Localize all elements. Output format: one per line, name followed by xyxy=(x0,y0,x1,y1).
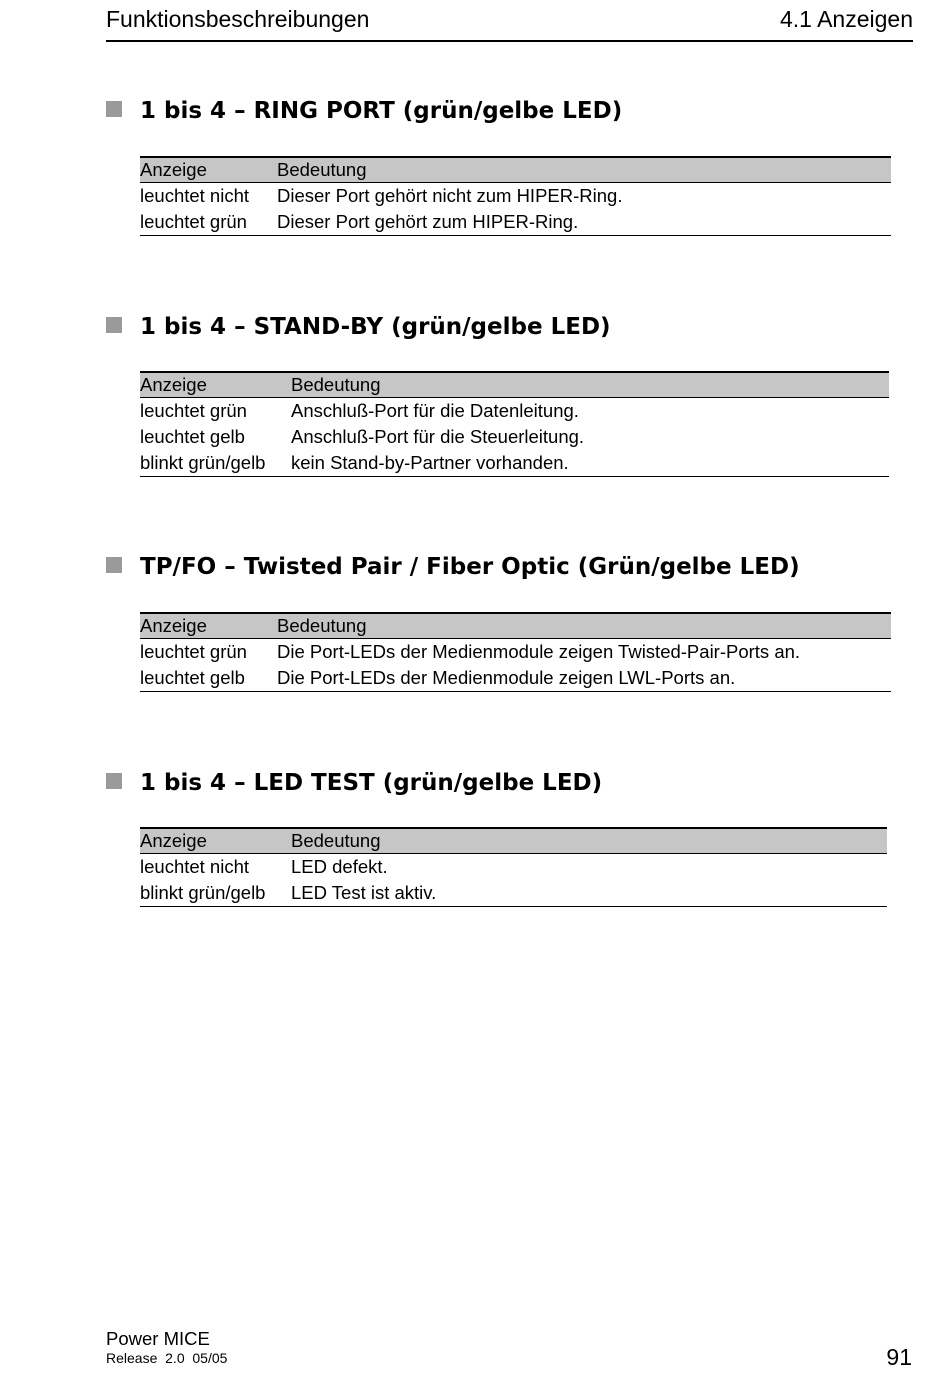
table-cell: Die Port-LEDs der Medienmodule zeigen LWL-Ports an. xyxy=(277,665,891,692)
table-cell: Dieser Port gehört zum HIPER-Ring. xyxy=(277,209,891,236)
column-header: Anzeige xyxy=(140,828,291,854)
square-bullet-icon xyxy=(106,773,122,789)
table-cell: leuchtet grün xyxy=(140,209,277,236)
table-cell: Dieser Port gehört nicht zum HIPER-Ring. xyxy=(277,185,623,206)
table-stand-by xyxy=(140,371,889,477)
square-bullet-icon xyxy=(106,317,122,333)
table-cell: Die Port-LEDs der Medienmodule zeigen Twisted-Pair-Ports an. xyxy=(277,641,801,662)
table-cell: leuchtet grün xyxy=(140,400,247,421)
table-row xyxy=(140,450,889,477)
section-title: 4.1 Anzeigen xyxy=(779,6,913,32)
table-cell: Anschluß-Port für die Steuerleitung. xyxy=(291,426,585,447)
table-ring-port xyxy=(140,156,891,236)
table-cell: leuchtet nicht xyxy=(140,856,250,877)
table-row xyxy=(140,398,889,425)
square-bullet-icon xyxy=(106,101,122,117)
table-header-row xyxy=(140,613,891,639)
table-row xyxy=(140,183,891,210)
column-header: Anzeige xyxy=(140,613,277,639)
table-cell: LED Test ist aktiv. xyxy=(291,880,887,907)
table-row xyxy=(140,424,889,450)
page-header xyxy=(106,6,913,42)
column-header: Bedeutung xyxy=(291,372,889,398)
column-header: Bedeutung xyxy=(291,828,887,854)
table-cell: leuchtet gelb xyxy=(140,665,277,692)
section-heading-stand-by xyxy=(106,314,611,340)
table-row xyxy=(140,880,887,907)
column-header: Anzeige xyxy=(140,157,277,183)
section-heading-text: 1 bis 4 – STAND-BY (grün/gelbe LED) xyxy=(140,314,611,340)
page-number: 91 xyxy=(886,1344,912,1370)
section-heading-ring-port xyxy=(106,98,622,124)
chapter-title: Funktionsbeschreibungen xyxy=(106,6,370,32)
table-cell: kein Stand-by-Partner vorhanden. xyxy=(291,450,889,477)
table-header-row xyxy=(140,372,889,398)
footer-release: Release 2.0 05/05 xyxy=(106,1350,228,1366)
section-heading-text: 1 bis 4 – LED TEST (grün/gelbe LED) xyxy=(140,770,603,796)
table-cell: blinkt grün/gelb xyxy=(140,880,291,907)
table-header-row xyxy=(140,157,891,183)
table-row xyxy=(140,639,891,666)
table-cell: leuchtet gelb xyxy=(140,426,245,447)
column-header: Bedeutung xyxy=(277,157,891,183)
table-header-row xyxy=(140,828,887,854)
footer-product-name: Power MICE xyxy=(106,1328,210,1349)
table-cell: LED defekt. xyxy=(291,856,388,877)
section-heading-led-test xyxy=(106,770,602,796)
column-header: Bedeutung xyxy=(277,613,891,639)
column-header: Anzeige xyxy=(140,372,291,398)
table-cell: leuchtet grün xyxy=(140,641,247,662)
table-cell: leuchtet nicht xyxy=(140,185,250,206)
table-cell: blinkt grün/gelb xyxy=(140,450,291,477)
section-heading-text: TP/FO – Twisted Pair / Fiber Optic (Grün/gelbe LED) xyxy=(140,554,800,580)
section-heading-tp-fo xyxy=(106,554,800,580)
square-bullet-icon xyxy=(106,557,122,573)
table-cell: Anschluß-Port für die Datenleitung. xyxy=(291,400,579,421)
table-tp-fo xyxy=(140,612,891,692)
table-row xyxy=(140,854,887,881)
table-row xyxy=(140,665,891,692)
table-led-test xyxy=(140,827,887,907)
table-row xyxy=(140,209,891,236)
section-heading-text: 1 bis 4 – RING PORT (grün/gelbe LED) xyxy=(140,98,623,124)
